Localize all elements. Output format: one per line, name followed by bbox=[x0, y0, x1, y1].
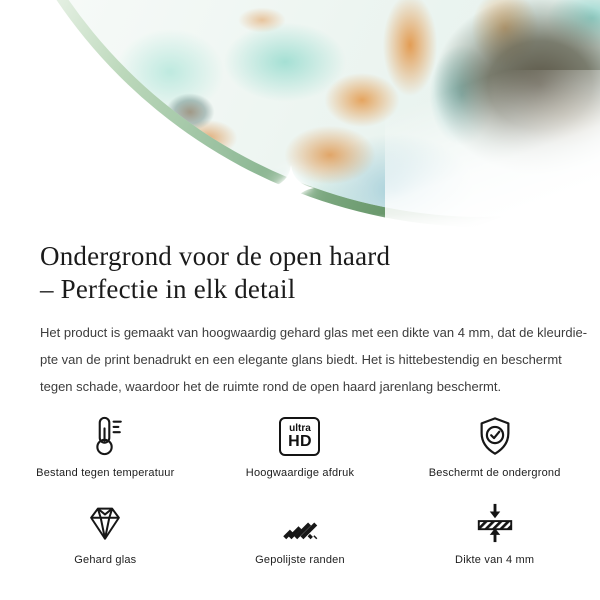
photo-fade-bottom bbox=[0, 214, 600, 236]
photo-fade-right bbox=[385, 70, 600, 236]
shield-check-icon bbox=[474, 412, 516, 460]
feature-label: Dikte van 4 mm bbox=[455, 554, 535, 566]
feature-label: Hoogwaardige afdruk bbox=[245, 467, 355, 479]
feature-thickness bbox=[397, 499, 592, 566]
ultra-hd-badge-bottom-text: HD bbox=[288, 432, 312, 450]
body-line-1: Het product is gemaakt van hoogwaardig gehard glas met een dikte van 4 mm, dat de kleurdie- bbox=[40, 325, 588, 340]
feature-label: Bestand tegen temperatuur bbox=[36, 467, 175, 479]
feature-protection bbox=[397, 412, 592, 479]
body-paragraph bbox=[40, 319, 600, 400]
heading-line-2: – Perfectie in elk detail bbox=[40, 274, 296, 304]
sparkle-highlight-small-icon bbox=[204, 163, 220, 179]
body-line-3: tegen schade, waardoor het de ruimte rond de open haard jarenlang beschermt. bbox=[40, 379, 502, 394]
feature-print-quality bbox=[203, 412, 398, 479]
page-title bbox=[40, 240, 600, 306]
feature-polished-edges bbox=[203, 499, 398, 566]
ultra-hd-badge bbox=[279, 417, 320, 456]
polished-edges-icon bbox=[279, 499, 321, 547]
ultra-hd-icon bbox=[279, 412, 320, 460]
heading-line-1: Ondergrond voor de open haard bbox=[40, 241, 391, 271]
feature-label: Gepolijste randen bbox=[255, 554, 345, 566]
thickness-icon bbox=[474, 499, 516, 547]
ultra-hd-badge-top-text: ultra bbox=[289, 422, 311, 434]
feature-temperature bbox=[8, 412, 203, 479]
feature-label: Beschermt de ondergrond bbox=[428, 467, 561, 479]
product-description bbox=[0, 240, 600, 400]
feature-grid bbox=[0, 412, 600, 566]
body-line-2: pte van de print benadrukt en een elegante glans biedt. Het is hittebestendig en beschermt bbox=[40, 352, 562, 367]
diamond-icon bbox=[84, 499, 126, 547]
feature-label: Gehard glas bbox=[74, 554, 137, 566]
thermometer-icon bbox=[84, 412, 126, 460]
product-photo bbox=[0, 0, 600, 236]
feature-tempered-glass bbox=[8, 499, 203, 566]
